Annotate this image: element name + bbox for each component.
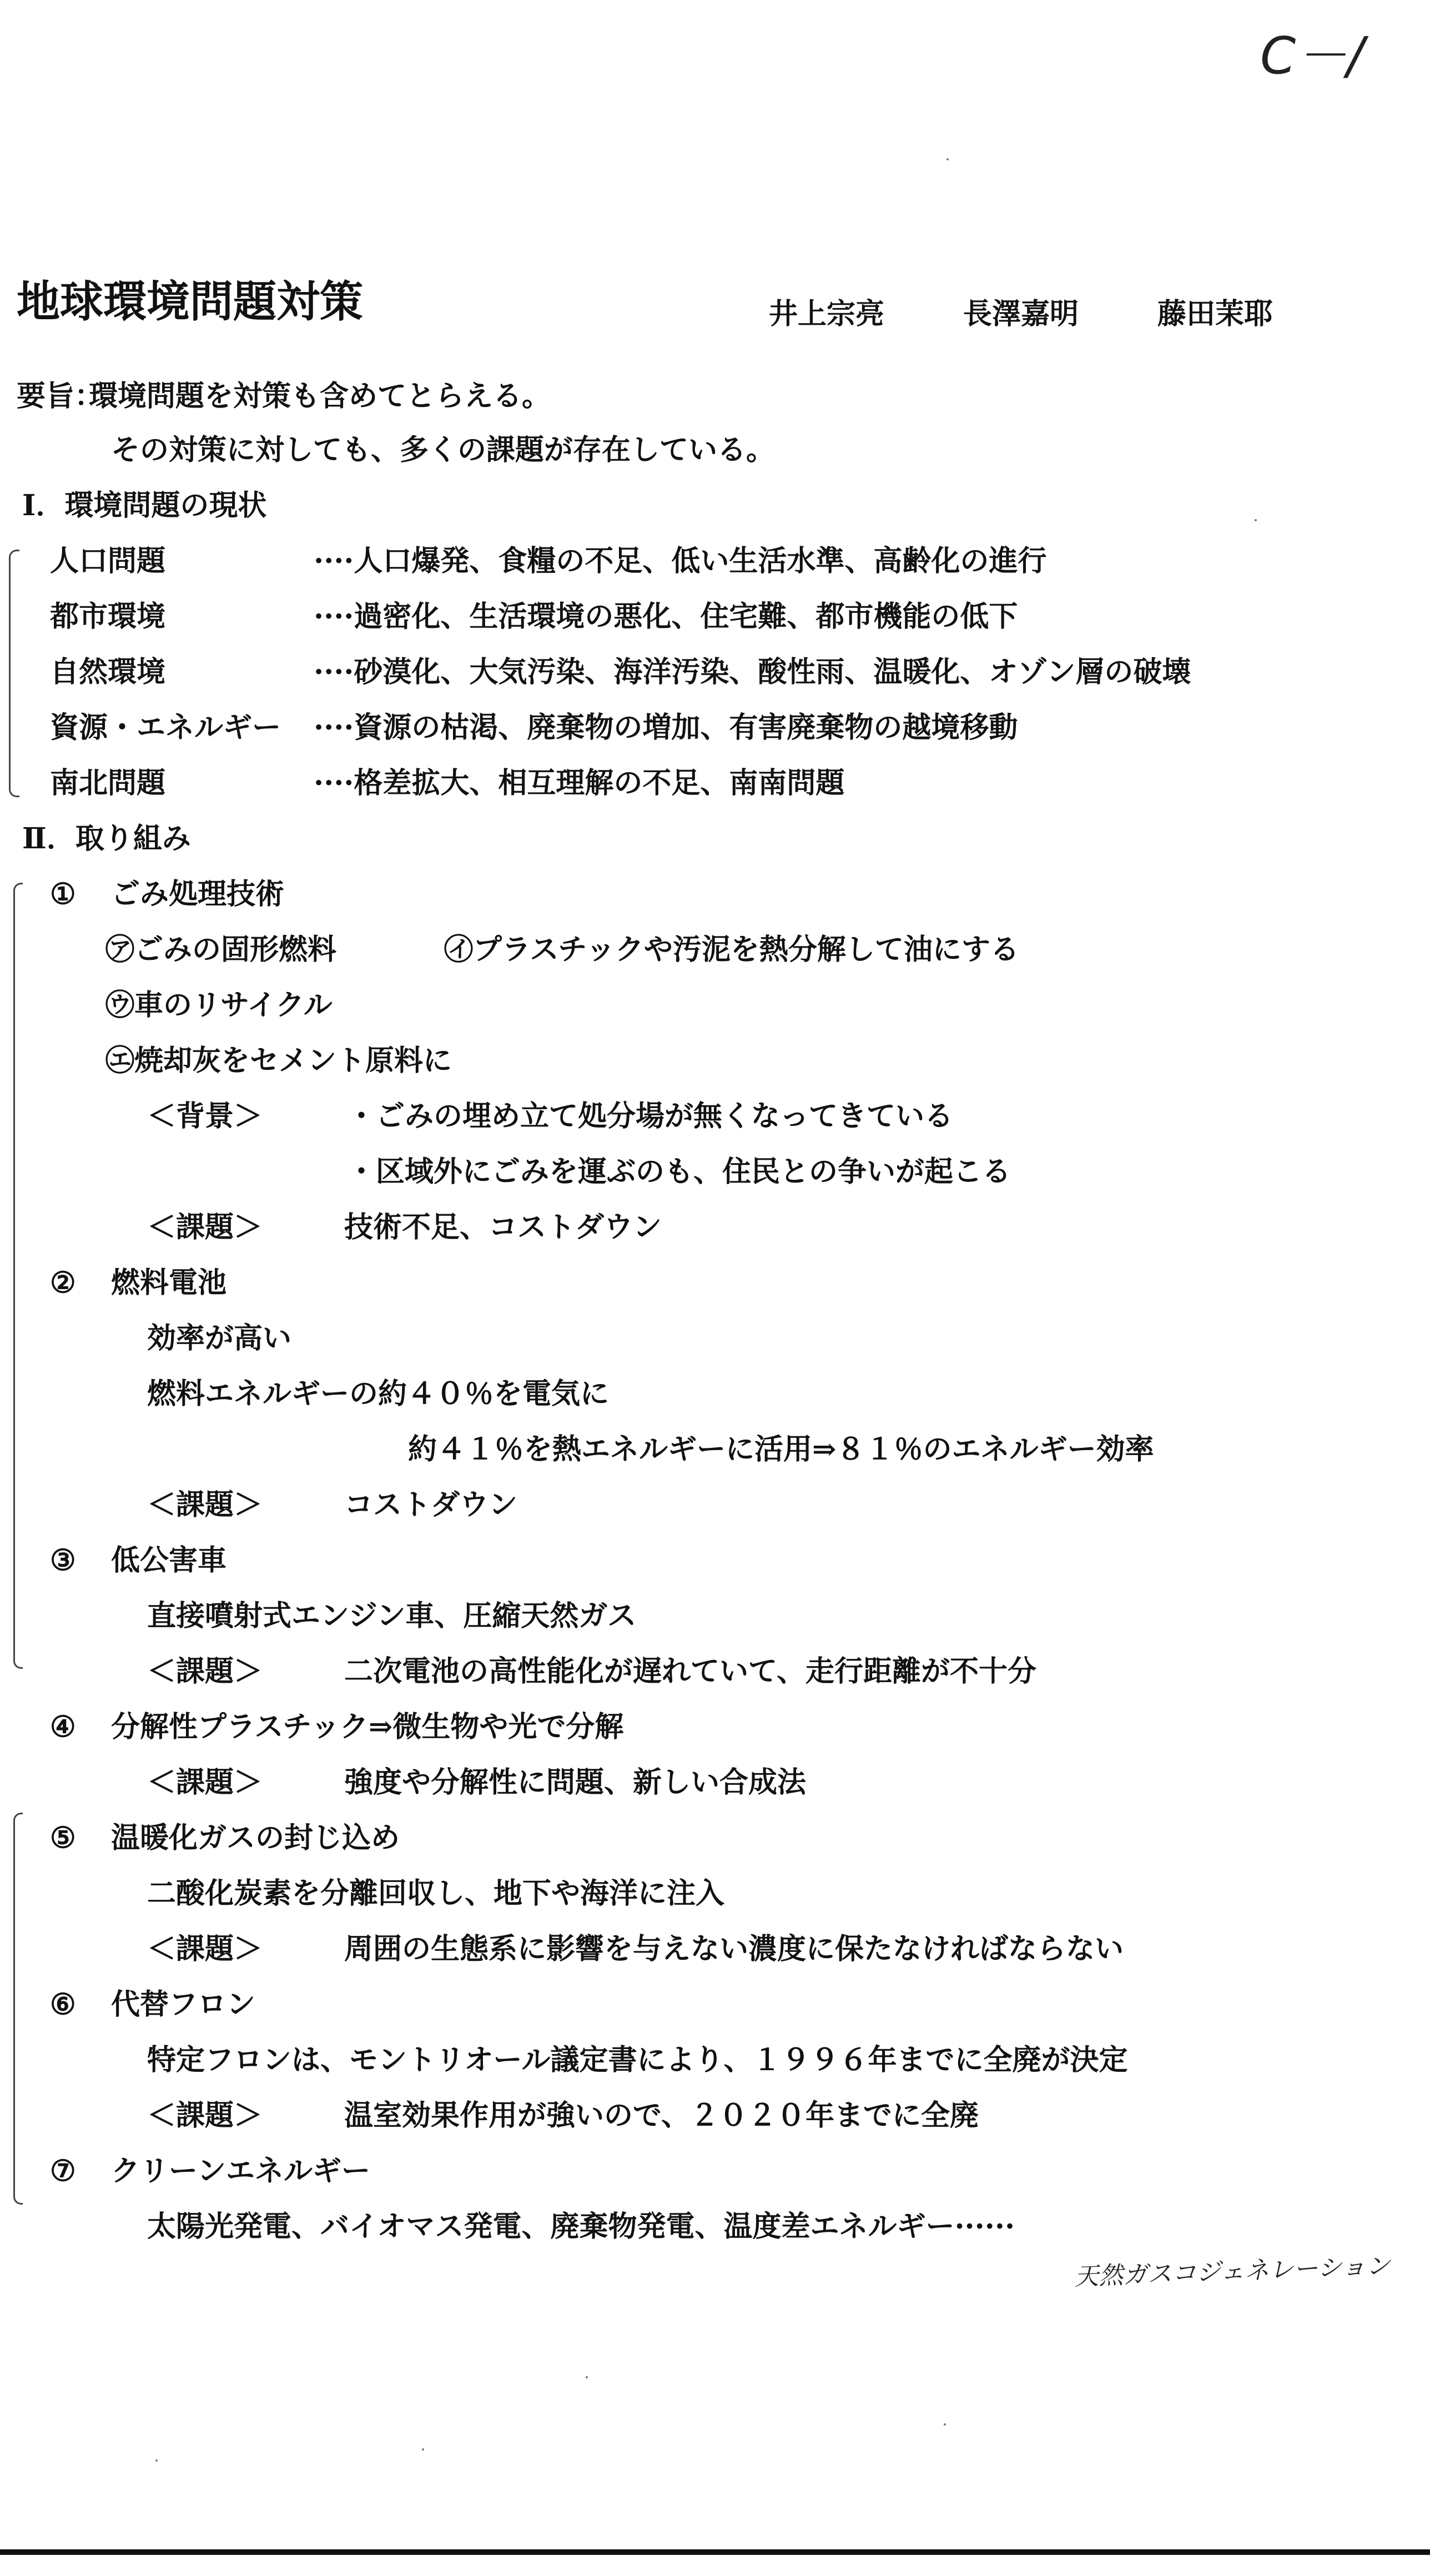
section-1-desc: ····砂漠化、大気汚染、海洋汚染、酸性雨、温暖化、オゾン層の破壊 [314, 655, 1191, 689]
item-5-number: ⑤ [50, 1821, 76, 1855]
section-1-term: 自然環境 [50, 655, 166, 689]
section-1-term: 都市環境 [50, 600, 166, 633]
item-2-line-1: 効率が高い [147, 1321, 292, 1355]
section-1-desc: ····資源の枯渇、廃棄物の増加、有害廃棄物の越境移動 [314, 711, 1018, 744]
item-4-issue-label: ＜課題＞ [147, 1765, 263, 1799]
section-1-desc: ····人口爆発、食糧の不足、低い生活水準、高齢化の進行 [314, 544, 1047, 578]
section-1-term: 資源・エネルギー [50, 711, 281, 744]
item-1-background-label: ＜背景＞ [147, 1099, 263, 1133]
item-1-background-2: ・区域外にごみを運ぶのも、住民との争いが起こる [347, 1155, 1011, 1189]
scan-speck [946, 158, 949, 160]
item-3-line-1: 直接噴射式エンジン車、圧縮天然ガス [147, 1599, 637, 1633]
section-1-heading: Ⅰ．環境問題の現状 [22, 489, 267, 522]
item-1-sub-a: ㋐ごみの固形燃料 [105, 933, 337, 967]
item-5-title: 温暖化ガスの封じ込め [111, 1821, 400, 1855]
item-2-title: 燃料電池 [111, 1266, 227, 1300]
section-2-bracket-bottom [13, 1813, 23, 2205]
item-4-number: ④ [50, 1710, 76, 1744]
item-4-issue: 強度や分解性に問題、新しい合成法 [344, 1765, 807, 1799]
summary-line-2: その対策に対しても、多くの課題が存在している。 [111, 433, 776, 467]
item-2-issue-label: ＜課題＞ [147, 1488, 263, 1522]
author-2: 長澤嘉明 [963, 297, 1079, 331]
item-1-title: ごみ処理技術 [111, 877, 285, 911]
item-6-line-1: 特定フロンは、モントリオール議定書により、１９９６年までに全廃が決定 [147, 2043, 1128, 2077]
section-2-bracket-top [13, 883, 23, 1669]
author-3: 藤田茉耶 [1157, 297, 1273, 331]
item-6-number: ⑥ [50, 1988, 76, 2021]
item-3-issue-label: ＜課題＞ [147, 1654, 263, 1688]
item-6-title: 代替フロン [111, 1988, 256, 2021]
item-2-number: ② [50, 1266, 76, 1300]
item-7-title: クリーンエネルギー [111, 2154, 370, 2188]
bottom-rule [0, 2549, 1430, 2555]
item-2-line-2: 燃料エネルギーの約４０％を電気に [147, 1377, 610, 1411]
item-1-issue-label: ＜課題＞ [147, 1210, 263, 1244]
item-7-number: ⑦ [50, 2154, 76, 2188]
item-1-sub-d: ㋓焼却灰をセメント原料に [105, 1044, 452, 1078]
item-1-number: ① [50, 877, 76, 911]
item-3-number: ③ [50, 1543, 76, 1577]
scan-speck [422, 2448, 424, 2451]
scan-speck [586, 2376, 588, 2378]
item-6-issue: 温室効果作用が強いので、２０２０年までに全廃 [344, 2099, 979, 2132]
item-6-issue-label: ＜課題＞ [147, 2099, 263, 2132]
author-1: 井上宗亮 [769, 297, 885, 331]
section-1-term: 南北問題 [50, 766, 166, 800]
item-2-issue: コストダウン [344, 1488, 518, 1522]
item-1-sub-c: ㋒車のリサイクル [105, 988, 333, 1022]
section-1-desc: ····格差拡大、相互理解の不足、南南問題 [314, 766, 845, 800]
item-3-title: 低公害車 [111, 1543, 227, 1577]
item-4-title: 分解性プラスチック⇒微生物や光で分解 [111, 1710, 624, 1744]
handwritten-note: 天然ガスコジェネレーション [1074, 2252, 1391, 2291]
scan-speck [1255, 519, 1257, 521]
item-1-sub-b: ㋑プラスチックや汚泥を熱分解して油にする [444, 933, 1019, 967]
item-5-issue-label: ＜課題＞ [147, 1932, 263, 1966]
item-5-line-1: 二酸化炭素を分離回収し、地下や海洋に注入 [147, 1876, 725, 1910]
section-1-term: 人口問題 [50, 544, 166, 578]
document-title: 地球環境問題対策 [17, 276, 364, 327]
section-1-desc: ····過密化、生活環境の悪化、住宅難、都市機能の低下 [314, 600, 1018, 633]
item-7-line-1: 太陽光発電、バイオマス発電、廃棄物発電、温度差エネルギー······ [147, 2210, 1015, 2243]
page-id-handwritten: C－/ [1260, 26, 1364, 85]
scan-speck [155, 2459, 158, 2462]
item-1-issue: 技術不足、コストダウン [344, 1210, 662, 1244]
item-5-issue: 周囲の生態系に影響を与えない濃度に保たなければならない [344, 1932, 1124, 1966]
item-1-background-1: ・ごみの埋め立て処分場が無くなってきている [347, 1099, 954, 1133]
scan-speck [944, 2423, 946, 2426]
item-3-issue: 二次電池の高性能化が遅れていて、走行距離が不十分 [344, 1654, 1036, 1688]
section-1-bracket [9, 550, 19, 797]
section-2-heading: Ⅱ．取り組み [22, 822, 191, 856]
item-2-line-3: 約４１％を熱エネルギーに活用⇒８１％のエネルギー効率 [408, 1432, 1154, 1466]
summary-line-1: 環境問題を対策も含めてとらえる。 [89, 379, 551, 413]
summary-label: 要旨： [17, 379, 104, 413]
